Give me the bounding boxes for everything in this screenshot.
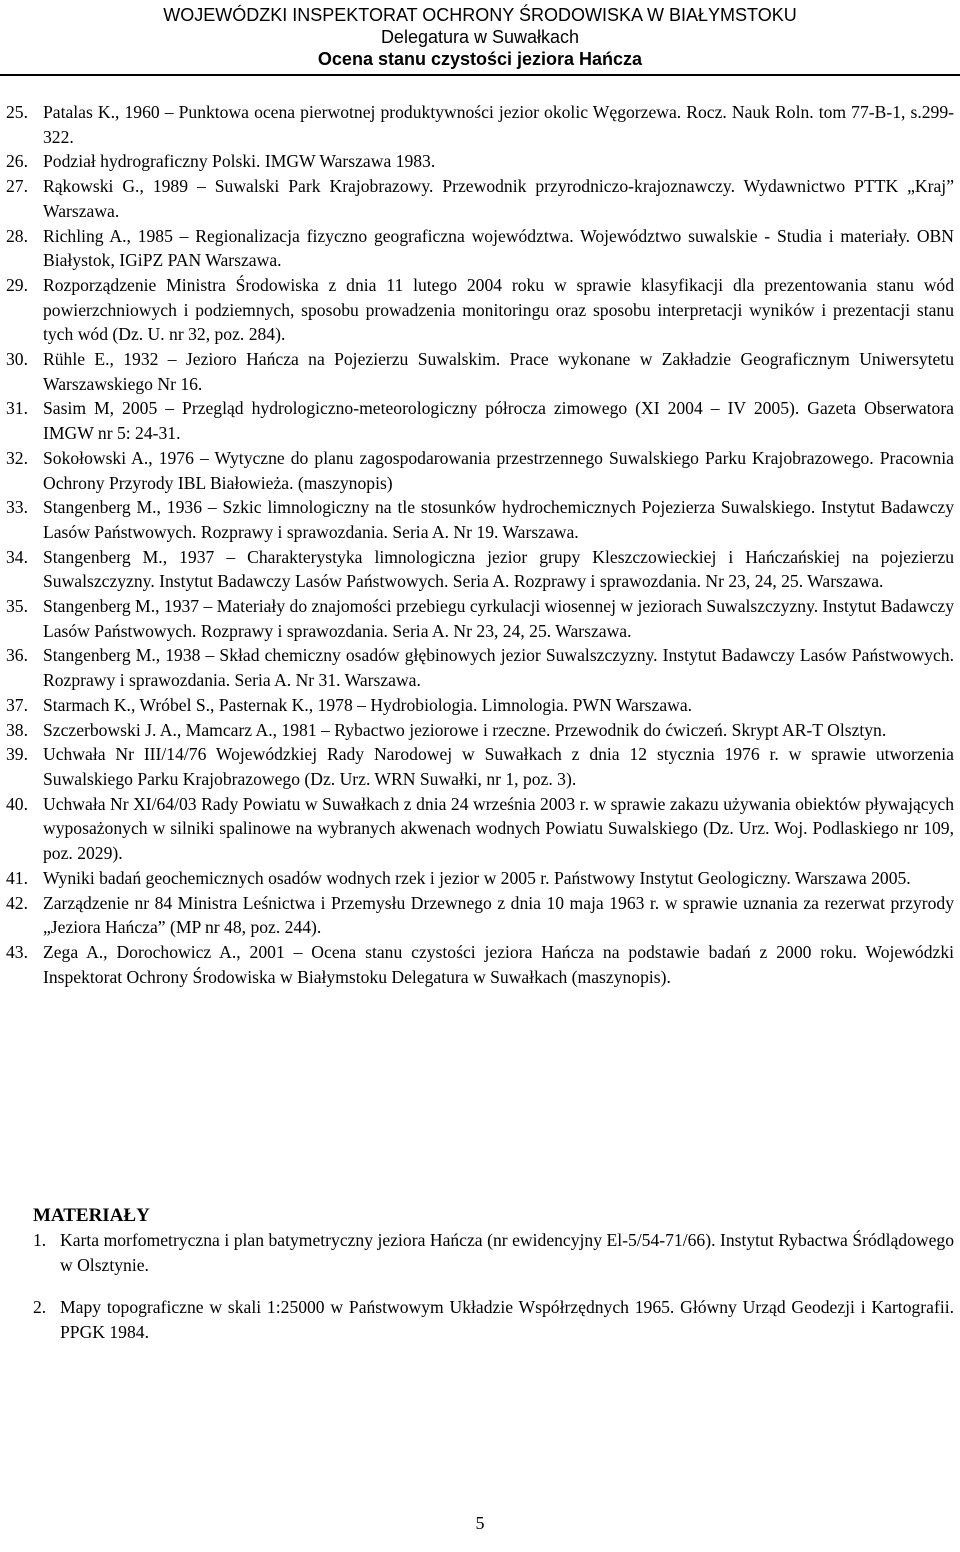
reference-item-text: Richling A., 1985 – Regionalizacja fizyczno geograficzna województwa. Województwo suwalskie - Studia i materiały. OBN Białystok, IGiPZ PAN Warszawa.: [43, 225, 954, 271]
reference-item-text: Zarządzenie nr 84 Ministra Leśnictwa i Przemysłu Drzewnego z dnia 10 maja 1963 r. w sprawie uznania za rezerwat przyrody „Jeziora Hańcza” (MP nr 48, poz. 244).: [43, 892, 954, 938]
reference-item: [0, 718, 960, 743]
reference-item-number: 29.: [6, 274, 28, 295]
reference-item-number: 31.: [6, 398, 28, 419]
reference-item-text: Wyniki badań geochemicznych osadów wodnych rzek i jezior w 2005 r. Państwowy Instytut Geologiczny. Warszawa 2005.: [43, 867, 911, 888]
material-item: [0, 1295, 960, 1344]
reference-item: [0, 643, 960, 692]
reference-item: [0, 742, 960, 791]
page-number: 5: [475, 1513, 485, 1533]
reference-item-number: 37.: [6, 694, 28, 715]
header-divider: [0, 74, 960, 76]
reference-item: [0, 495, 960, 544]
reference-item: [0, 174, 960, 223]
reference-item-number: 33.: [6, 497, 28, 518]
reference-item: [0, 792, 960, 866]
reference-item: [0, 149, 960, 174]
reference-item-number: 27.: [6, 176, 28, 197]
reference-item-text: Stangenberg M., 1937 – Charakterystyka limnologiczna jezior grupy Kleszczowieckiej i Hańczańskiej na pojezierzu Suwalszczyzny. Instytut Badawczy Lasów Państwowych. Seria A. Rozprawy i sprawozdania. Nr 23, 24, 25. Warszawa.: [43, 546, 954, 592]
reference-item-number: 28.: [6, 225, 28, 246]
reference-item-number: 39.: [6, 744, 28, 765]
header-institution: WOJEWÓDZKI INSPEKTORAT OCHRONY ŚRODOWISKA W BIAŁYMSTOKU: [163, 5, 797, 25]
reference-item-text: Patalas K., 1960 – Punktowa ocena pierwotnej produktywności jezior okolic Węgorzewa. Rocz. Nauk Roln. tom 77-B-1, s.299-322.: [43, 102, 954, 147]
reference-item-number: 34.: [6, 546, 28, 567]
reference-item-text: Stangenberg M., 1938 – Skład chemiczny osadów głębinowych jezior Suwalszczyzny. Instytut Badawczy Lasów Państwowych. Rozprawy i sprawozdania. Seria A. Nr 31. Warszawa.: [43, 645, 954, 691]
reference-item-text: Podział hydrograficzny Polski. IMGW Warszawa 1983.: [43, 151, 436, 172]
reference-item-number: 41.: [6, 867, 28, 888]
reference-item: [0, 545, 960, 594]
reference-item: [0, 891, 960, 940]
reference-item: [0, 396, 960, 445]
reference-item: [0, 100, 960, 149]
reference-item-number: 32.: [6, 447, 28, 468]
reference-item-text: Rozporządzenie Ministra Środowiska z dnia 11 lutego 2004 roku w sprawie klasyfikacji dla prezentowania stanu wód powierzchniowych i podziemnych, sposobu prowadzenia monitoringu oraz sposobu interpretacji wyników i prezentacji stanu tych wód (Dz. U. nr 32, poz. 284).: [43, 274, 954, 345]
reference-item-text: Starmach K., Wróbel S., Pasternak K., 1978 – Hydrobiologia. Limnologia. PWN Warszawa.: [43, 694, 693, 715]
reference-item-text: Stangenberg M., 1937 – Materiały do znajomości przebiegu cyrkulacji wiosennej w jeziorach Suwalszczyzny. Instytut Badawczy Lasów Państwowych. Rozprawy i sprawozdania. Seria A. Nr 23, 24, 25. Warszawa.: [43, 596, 954, 641]
reference-item-number: 40.: [6, 793, 28, 814]
reference-item-number: 26.: [6, 151, 28, 172]
references-list: [0, 100, 960, 989]
reference-item: [0, 693, 960, 718]
material-item: [0, 1228, 960, 1277]
header-document-title: Ocena stanu czystości jeziora Hańcza: [317, 49, 643, 69]
reference-item: [0, 446, 960, 495]
reference-item: [0, 347, 960, 396]
reference-item-text: Szczerbowski J. A., Mamcarz A., 1981 – Rybactwo jeziorowe i rzeczne. Przewodnik do ćwiczeń. Skrypt AR-T Olsztyn.: [43, 719, 887, 740]
reference-item-text: Zega A., Dorochowicz A., 2001 – Ocena stanu czystości jeziora Hańcza na podstawie badań z 2000 roku. Wojewódzki Inspektorat Ochrony Środowiska w Białymstoku Delegatura w Suwałkach (maszynopis).: [43, 941, 954, 987]
reference-item-text: Rąkowski G., 1989 – Suwalski Park Krajobrazowy. Przewodnik przyrodniczo-krajoznawczy. Wydawnictwo PTTK „Kraj” Warszawa.: [43, 176, 954, 221]
reference-item-number: 30.: [6, 349, 28, 370]
reference-item-number: 35.: [6, 596, 28, 617]
reference-item: [0, 940, 960, 989]
materials-list: [0, 1228, 960, 1363]
reference-item-text: Uchwała Nr III/14/76 Wojewódzkiej Rady Narodowej w Suwałkach z dnia 12 stycznia 1976 r. w sprawie utworzenia Suwalskiego Parku Krajobrazowego (Dz. Urz. WRN Suwałki, nr 1, poz. 3).: [43, 744, 954, 789]
reference-item: [0, 594, 960, 643]
materials-heading: MATERIAŁY: [33, 1205, 150, 1226]
reference-item: [0, 273, 960, 347]
reference-item-text: Uchwała Nr XI/64/03 Rady Powiatu w Suwałkach z dnia 24 września 2003 r. w sprawie zakazu używania obiektów pływających wyposażonych w silniki spalinowe na wybranych akwenach wodnych Powiatu Suwalskiego (Dz. Urz. Woj. Podlaskiego nr 109, poz. 2029).: [43, 793, 954, 864]
reference-item-number: 43.: [6, 941, 28, 962]
reference-item-text: Rühle E., 1932 – Jezioro Hańcza na Pojezierzu Suwalskim. Prace wykonane w Zakładzie Geograficznym Uniwersytetu Warszawskiego Nr 16.: [43, 349, 954, 394]
reference-item-text: Sokołowski A., 1976 – Wytyczne do planu zagospodarowania przestrzennego Suwalskiego Parku Krajobrazowego. Pracownia Ochrony Przyrody IBL Białowieża. (maszynopis): [43, 447, 954, 493]
reference-item-text: Stangenberg M., 1936 – Szkic limnologiczny na tle stosunków hydrochemicznych Pojezierza Suwalskiego. Instytut Badawczy Lasów Państwowych. Rozprawy i sprawozdania. Seria A. Nr 19. Warszawa.: [43, 497, 954, 542]
reference-item: [0, 224, 960, 273]
material-item-text: Mapy topograficzne w skali 1:25000 w Państwowym Układzie Współrzędnych 1965. Główny Urząd Geodezji i Kartografii. PPGK 1984.: [60, 1297, 954, 1343]
reference-item-number: 25.: [6, 102, 28, 122]
reference-item-number: 36.: [6, 645, 28, 666]
material-item-number: 2.: [33, 1297, 47, 1318]
material-item-text: Karta morfometryczna i plan batymetryczny jeziora Hańcza (nr ewidencyjny El-5/54-71/66). Instytut Rybactwa Śródlądowego w Olsztynie.: [60, 1230, 954, 1275]
material-item-number: 1.: [33, 1230, 47, 1250]
reference-item-text: Sasim M, 2005 – Przegląd hydrologiczno-meteorologiczny półrocza zimowego (XI 2004 – IV 2005). Gazeta Obserwatora IMGW nr 5: 24-31.: [43, 398, 954, 444]
reference-item: [0, 866, 960, 891]
reference-item-number: 38.: [6, 719, 28, 740]
reference-item-number: 42.: [6, 892, 28, 913]
header-delegation: Delegatura w Suwałkach: [380, 27, 580, 47]
